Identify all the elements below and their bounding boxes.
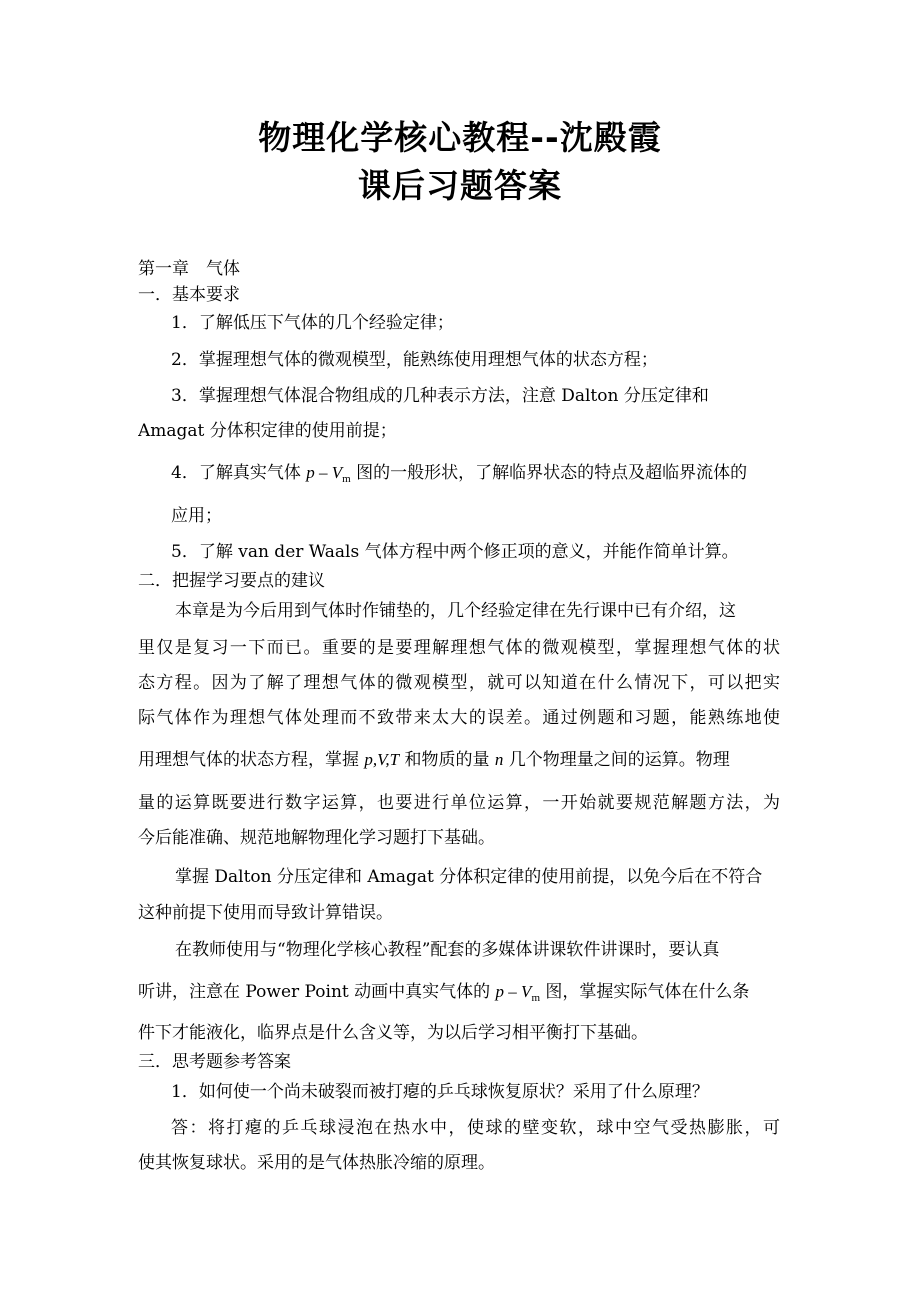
section-heading: 二．把握学习要点的建议 <box>138 571 325 591</box>
list-item-continuation: Amagat 分体积定律的使用前提； <box>138 421 397 441</box>
section-heading: 一．基本要求 <box>138 285 240 305</box>
question-text: 1．如何使一个尚未破裂而被打瘪的乒乓球恢复原状？采用了什么原理？ <box>171 1082 709 1102</box>
list-item-continuation: 应用； <box>171 506 222 526</box>
chapter-heading: 第一章 气体 <box>138 259 240 279</box>
paragraph-line: 际气体作为理想气体处理而不致带来太大的误差。通过例题和习题，能熟练地使 <box>138 708 780 728</box>
formula-text: p – V <box>306 463 343 482</box>
formula-subscript: m <box>531 992 540 1004</box>
paragraph-line: 本章是为今后用到气体时作铺垫的，几个经验定律在先行课中已有介绍，这 <box>175 601 736 621</box>
list-item: 1．了解低压下气体的几个经验定律； <box>171 313 454 333</box>
paragraph-line: 里仅是复习一下而已。重要的是要理解理想气体的微观模型，掌握理想气体的状 <box>138 638 780 658</box>
paragraph-line: 件下才能液化，临界点是什么含义等，为以后学习相平衡打下基础。 <box>138 1023 648 1043</box>
list-item: 3．掌握理想气体混合物组成的几种表示方法，注意 Dalton 分压定律和 <box>171 386 709 406</box>
paragraph-line: 这种前提下使用而导致计算错误。 <box>138 903 393 923</box>
document-subtitle: 课后习题答案 <box>358 166 562 205</box>
list-item <box>171 462 821 490</box>
paragraph-line: 量的运算既要进行数字运算，也要进行单位运算，一开始就要规范解题方法，为 <box>138 793 780 813</box>
list-item: 2．掌握理想气体的微观模型，能熟练使用理想气体的状态方程； <box>171 350 658 370</box>
formula-subscript: m <box>342 473 351 485</box>
formula-pvt: p,V,T <box>364 750 400 769</box>
formula-n: n <box>494 750 504 769</box>
text-run: 4．了解真实气体 <box>171 463 307 483</box>
answer-text: 答：将打瘪的乒乓球浸泡在热水中，使球的壁变软，球中空气受热膨胀，可 <box>171 1118 780 1138</box>
formula-p-vm <box>495 982 540 1004</box>
paragraph-line: 今后能准确、规范地解物理化学习题打下基础。 <box>138 828 495 848</box>
section-heading: 三．思考题参考答案 <box>138 1052 291 1072</box>
text-run: 图的一般形状，了解临界状态的特点及超临界流体的 <box>350 463 748 483</box>
text-run: 图，掌握实际气体在什么条 <box>540 982 750 1002</box>
text-run: 和物质的量 <box>399 750 495 770</box>
document-title: 物理化学核心教程--沈殿霞 <box>258 118 662 157</box>
text-run: 听讲，注意在 Power Point 动画中真实气体的 <box>138 982 496 1002</box>
text-run: 用理想气体的状态方程，掌握 <box>138 750 365 770</box>
answer-text: 使其恢复球状。采用的是气体热胀冷缩的原理。 <box>138 1153 495 1173</box>
formula-p-vm <box>306 463 351 485</box>
paragraph-line: 在教师使用与“物理化学核心教程”配套的多媒体讲课软件讲课时，要认真 <box>175 940 720 960</box>
paragraph-line: 掌握 Dalton 分压定律和 Amagat 分体积定律的使用前提，以免今后在不符合 <box>175 867 763 887</box>
text-run: 几个物理量之间的运算。物理 <box>503 750 730 770</box>
paragraph-line: 态方程。因为了解了理想气体的微观模型，就可以知道在什么情况下，可以把实 <box>138 673 780 693</box>
list-item: 5．了解 van der Waals 气体方程中两个修正项的意义，并能作简单计算。 <box>171 542 739 562</box>
formula-text: p – V <box>495 982 532 1001</box>
paragraph-line <box>138 981 788 1009</box>
paragraph-line <box>138 749 788 771</box>
